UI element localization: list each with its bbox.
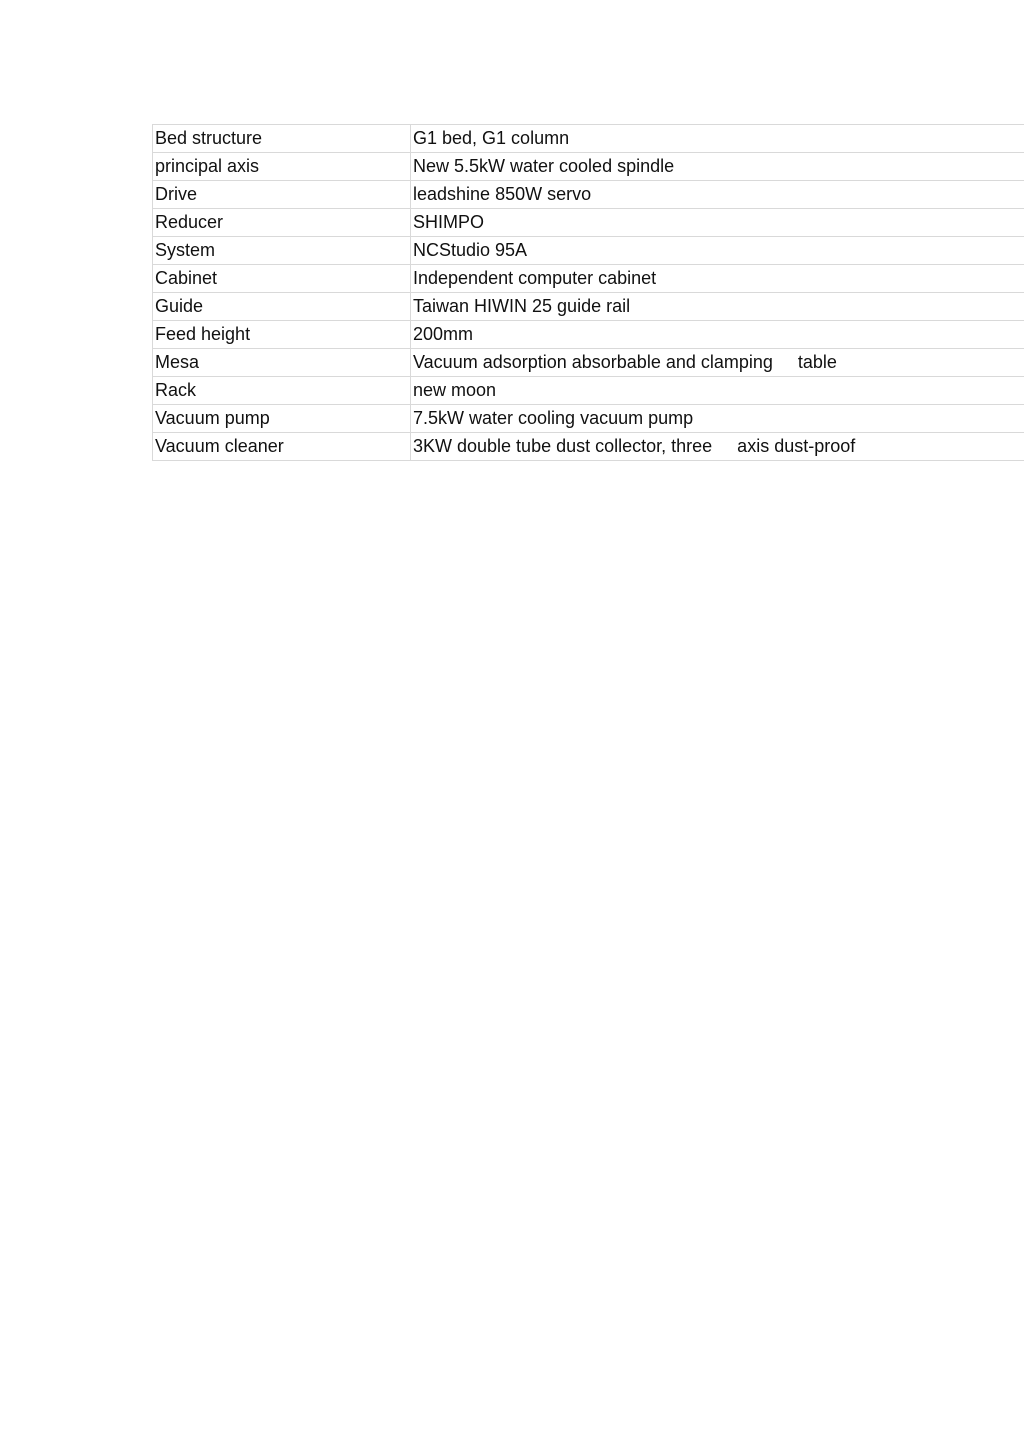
spec-value: Taiwan HIWIN 25 guide rail	[411, 293, 1024, 321]
spec-value: SHIMPO	[411, 209, 1024, 237]
spec-value: New 5.5kW water cooled spindle	[411, 153, 1024, 181]
table-row	[153, 153, 1024, 181]
spec-value: 3KW double tube dust collector, three axis dust-proof	[411, 433, 1024, 461]
spec-value: leadshine 850W servo	[411, 181, 1024, 209]
table-row	[153, 433, 1024, 461]
table-row	[153, 209, 1024, 237]
table-row	[153, 349, 1024, 377]
table-row	[153, 321, 1024, 349]
spec-label: Bed structure	[153, 125, 411, 153]
spec-label: Rack	[153, 377, 411, 405]
spec-label: Vacuum pump	[153, 405, 411, 433]
spec-label: principal axis	[153, 153, 411, 181]
spec-label: Drive	[153, 181, 411, 209]
spec-label: System	[153, 237, 411, 265]
spec-table-body	[153, 125, 1024, 461]
spec-label: Guide	[153, 293, 411, 321]
spec-value: NCStudio 95A	[411, 237, 1024, 265]
spec-label: Reducer	[153, 209, 411, 237]
spec-value: 7.5kW water cooling vacuum pump	[411, 405, 1024, 433]
table-row	[153, 293, 1024, 321]
table-row	[153, 181, 1024, 209]
table-row	[153, 237, 1024, 265]
spec-value: new moon	[411, 377, 1024, 405]
table-row	[153, 265, 1024, 293]
table-row	[153, 377, 1024, 405]
table-row	[153, 405, 1024, 433]
spec-value: 200mm	[411, 321, 1024, 349]
spec-value: Vacuum adsorption absorbable and clamping table	[411, 349, 1024, 377]
spec-value: Independent computer cabinet	[411, 265, 1024, 293]
spec-table	[152, 124, 1024, 461]
spec-label: Mesa	[153, 349, 411, 377]
spec-label: Cabinet	[153, 265, 411, 293]
spec-label: Feed height	[153, 321, 411, 349]
table-row	[153, 125, 1024, 153]
spec-value: G1 bed, G1 column	[411, 125, 1024, 153]
spec-label: Vacuum cleaner	[153, 433, 411, 461]
